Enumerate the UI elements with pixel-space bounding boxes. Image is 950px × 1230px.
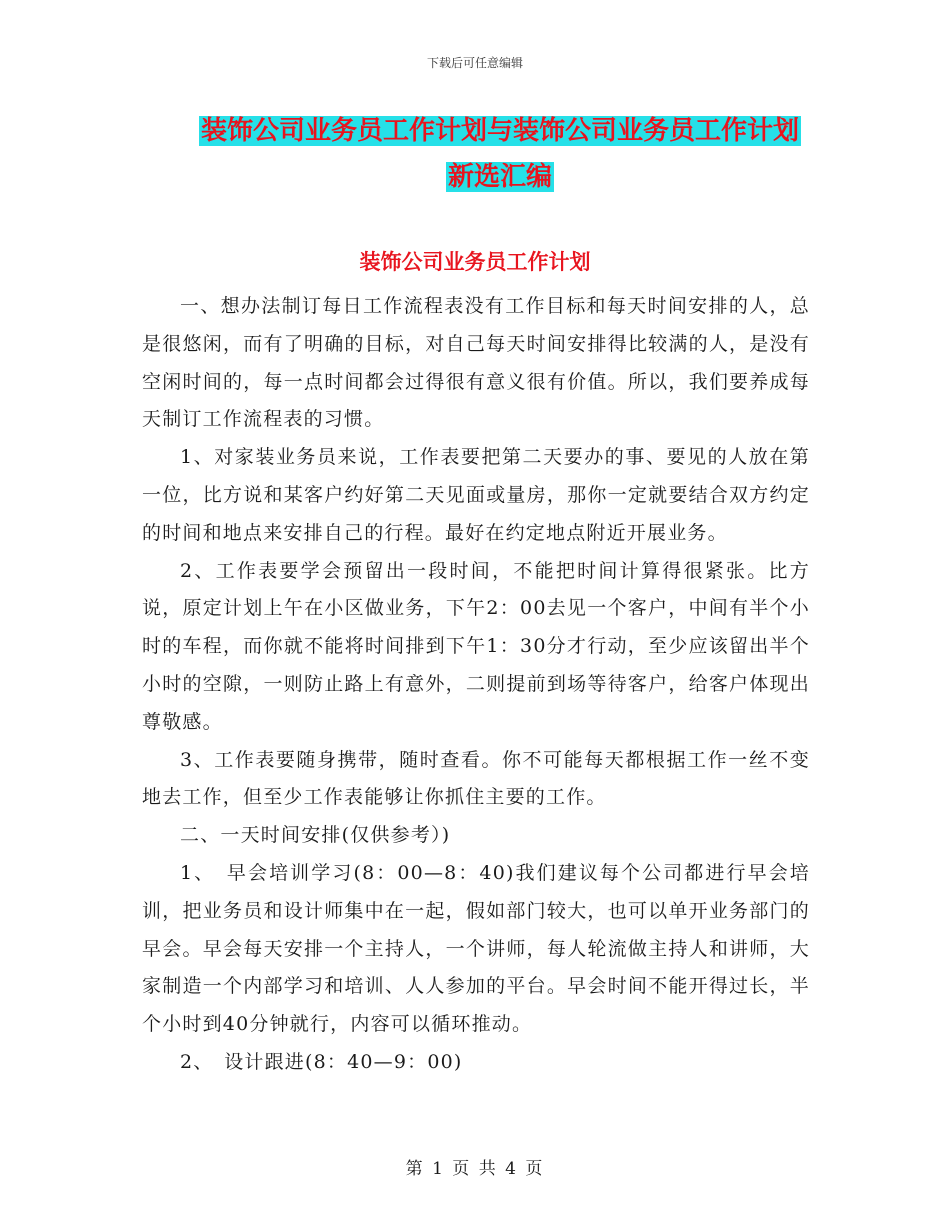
page-header-note: 下载后可任意编辑 xyxy=(426,56,523,70)
paragraph: 一、想办法制订每日工作流程表没有工作目标和每天时间安排的人，总是很悠闲，而有了明确的目标，对自己每天时间安排得比较满的人，是没有空闲时间的，每一点时间都会过得很有意义很有价值。所以，我们要养成每天制订工作流程表的习惯。 xyxy=(142,295,810,431)
document-title xyxy=(140,108,860,200)
paragraph: 2、 设计跟进(8：40—9：00) xyxy=(180,1050,463,1073)
document-title-line2: 新选汇编 xyxy=(447,162,552,192)
section-title: 装饰公司业务员工作计划 xyxy=(359,250,591,274)
paragraph: 1、 早会培训学习(8：00—8：40)我们建议每个公司都进行早会培训，把业务员和设计师集中在一起，假如部门较大，也可以单开业务部门的早会。早会每天安排一个主持人，一个讲师，每人轮流做主持人和讲师，大家制造一个内部学习和培训、人人参加的平台。早会时间不能开得过长，半个小时到40分钟就行，内容可以循环推动。 xyxy=(142,861,810,1036)
paragraph: 二、一天时间安排(仅供参考）) xyxy=(180,824,451,847)
paragraph: 1、对家装业务员来说，工作表要把第二天要办的事、要见的人放在第一位，比方说和某客户约好第二天见面或量房，那你一定就要结合双方约定的时间和地点来安排自己的行程。最好在约定地点附近开展业务。 xyxy=(142,446,810,544)
page-number: 第 1 页 共 4 页 xyxy=(405,1159,545,1179)
document-body xyxy=(142,288,810,1082)
paragraph: 3、工作表要随身携带，随时查看。你不可能每天都根据工作一丝不变地去工作，但至少工作表能够让你抓住主要的工作。 xyxy=(142,748,810,809)
document-title-line1: 装饰公司业务员工作计划与装饰公司业务员工作计划 xyxy=(200,116,799,146)
paragraph: 2、工作表要学会预留出一段时间，不能把时间计算得很紧张。比方说，原定计划上午在小区做业务，下午2：00去见一个客户，中间有半个小时的车程，而你就不能将时间排到下午1：30分才行动，至少应该留出半个小时的空隙，一则防止路上有意外，二则提前到场等待客户，给客户体现出尊敬感。 xyxy=(142,559,810,733)
